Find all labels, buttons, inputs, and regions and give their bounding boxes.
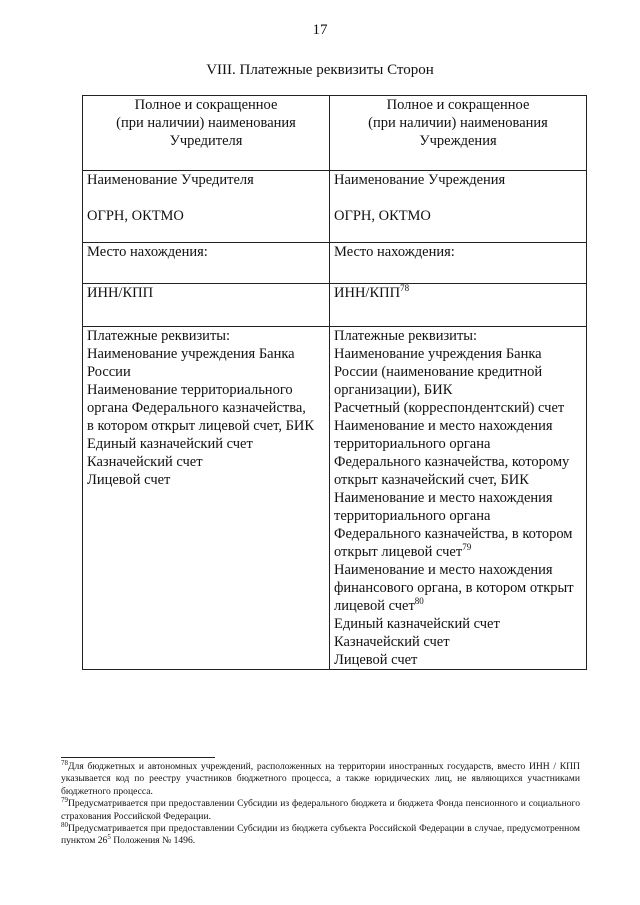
- footnote-divider: [61, 757, 215, 758]
- header-line: Полное и сокращенное: [134, 97, 278, 113]
- payment-line: [334, 651, 582, 669]
- header-line: Полное и сокращенное: [386, 97, 530, 113]
- institution-inn-cell: [330, 284, 587, 327]
- institution-codes: ОГРН, ОКТМО: [334, 208, 431, 224]
- payment-line: [334, 363, 582, 381]
- footnote-ref: 80: [414, 596, 424, 607]
- founder-name: Наименование Учредителя: [87, 172, 254, 188]
- payment-line: [334, 327, 582, 345]
- payment-line: Казначейский счет: [87, 454, 203, 470]
- footnote-tail: Положения № 1496.: [110, 835, 196, 847]
- institution-inn: ИНН/КПП: [334, 285, 401, 301]
- payment-text: Казначейский счет: [334, 634, 450, 650]
- table-row-payment: [83, 327, 587, 670]
- footnote-ref: 79: [462, 542, 472, 553]
- payment-text: Федерального казначейства, которому: [334, 454, 570, 470]
- footnote-mark: 80: [61, 820, 68, 829]
- institution-name: Наименование Учреждения: [334, 172, 506, 188]
- institution-payment-details: [330, 327, 587, 670]
- payment-line: Наименование учреждения Банка: [87, 346, 295, 362]
- payment-line: в котором открыт лицевой счет, БИК: [87, 418, 315, 434]
- payment-text: Платежные реквизиты:: [334, 328, 478, 344]
- payment-text: территориального органа: [334, 508, 491, 524]
- institution-location: Место нахождения:: [330, 243, 587, 284]
- header-founder: [83, 96, 330, 171]
- footnote-mark: 78: [61, 758, 68, 767]
- payment-line: [334, 435, 582, 453]
- payment-line: [334, 471, 582, 489]
- payment-line: [334, 543, 582, 561]
- payment-line: [334, 417, 582, 435]
- footnote: [61, 820, 580, 848]
- founder-inn: ИНН/КПП: [83, 284, 330, 327]
- header-institution: [330, 96, 587, 171]
- payment-line: [334, 345, 582, 363]
- footnotes: [61, 758, 580, 848]
- payment-details-table: [82, 95, 587, 670]
- header-line: Учредителя: [169, 133, 243, 149]
- payment-text: организации), БИК: [334, 382, 453, 398]
- header-line: (при наличии) наименования: [116, 115, 296, 131]
- payment-text: лицевой счет: [334, 598, 415, 614]
- payment-line: России: [87, 364, 131, 380]
- payment-line: Лицевой счет: [87, 472, 171, 488]
- payment-text: Лицевой счет: [334, 652, 418, 668]
- founder-name-cell: [83, 171, 330, 243]
- payment-line: [334, 597, 582, 615]
- payment-text: Наименование и место нахождения: [334, 562, 553, 578]
- payment-text: открыт лицевой счет: [334, 544, 463, 560]
- page-number: 17: [312, 22, 328, 38]
- payment-text: Расчетный (корреспондентский) счет: [334, 400, 565, 416]
- payment-line: Единый казначейский счет: [87, 436, 253, 452]
- institution-name-cell: [330, 171, 587, 243]
- footnote-sup: 5: [107, 833, 111, 842]
- payment-text: Наименование и место нахождения: [334, 418, 553, 434]
- footnote: [61, 758, 580, 798]
- payment-line: [334, 633, 582, 651]
- payment-text: Единый казначейский счет: [334, 616, 500, 632]
- founder-codes: ОГРН, ОКТМО: [87, 208, 184, 224]
- payment-line: [334, 561, 582, 579]
- header-line: Учреждения: [419, 133, 497, 149]
- payment-text: Федерального казначейства, в котором: [334, 526, 573, 542]
- footnote-text: Для бюджетных и автономных учреждений, расположенных на территории иностранных государств, вместо ИНН / КПП указывается код по реестру участников бюджетного процесса, а также юридических лиц, не являющихся участниками бюджетного процесса.: [61, 761, 580, 797]
- payment-text: финансового органа, в котором открыт: [334, 580, 574, 596]
- section-title: VIII. Платежные реквизиты Сторон: [206, 62, 434, 78]
- footnote-text: Предусматривается при предоставлении Субсидии из федерального бюджета и бюджета Фонда пенсионного и социального страхования Российской Федерации.: [61, 798, 580, 822]
- payment-line: Наименование территориального: [87, 382, 293, 398]
- payment-line: [334, 489, 582, 507]
- payment-line: [334, 525, 582, 543]
- payment-line: Платежные реквизиты:: [87, 328, 231, 344]
- payment-text: территориального органа: [334, 436, 491, 452]
- payment-line: [334, 579, 582, 597]
- footnote-mark: 79: [61, 796, 68, 805]
- payment-text: Наименование и место нахождения: [334, 490, 553, 506]
- payment-line: [334, 453, 582, 471]
- footnote: [61, 798, 580, 823]
- payment-line: [334, 507, 582, 525]
- table-header-row: [83, 96, 587, 171]
- payment-text: России (наименование кредитной: [334, 364, 543, 380]
- header-line: (при наличии) наименования: [368, 115, 548, 131]
- founder-location: Место нахождения:: [83, 243, 330, 284]
- payment-line: [334, 399, 582, 417]
- payment-text: открыт казначейский счет, БИК: [334, 472, 529, 488]
- payment-text: Наименование учреждения Банка: [334, 346, 542, 362]
- payment-line: органа Федерального казначейства,: [87, 400, 306, 416]
- table-row-location: [83, 243, 587, 284]
- table-row-name: [83, 171, 587, 243]
- footnote-text: Предусматривается при предоставлении Субсидии из бюджета субъекта Российской Федерации в случае, предусмотренном пунктом 26: [61, 823, 580, 847]
- payment-line: [334, 381, 582, 399]
- footnote-ref: 78: [400, 283, 410, 294]
- payment-line: [334, 615, 582, 633]
- table-row-inn: [83, 284, 587, 327]
- founder-payment-details: [83, 327, 330, 670]
